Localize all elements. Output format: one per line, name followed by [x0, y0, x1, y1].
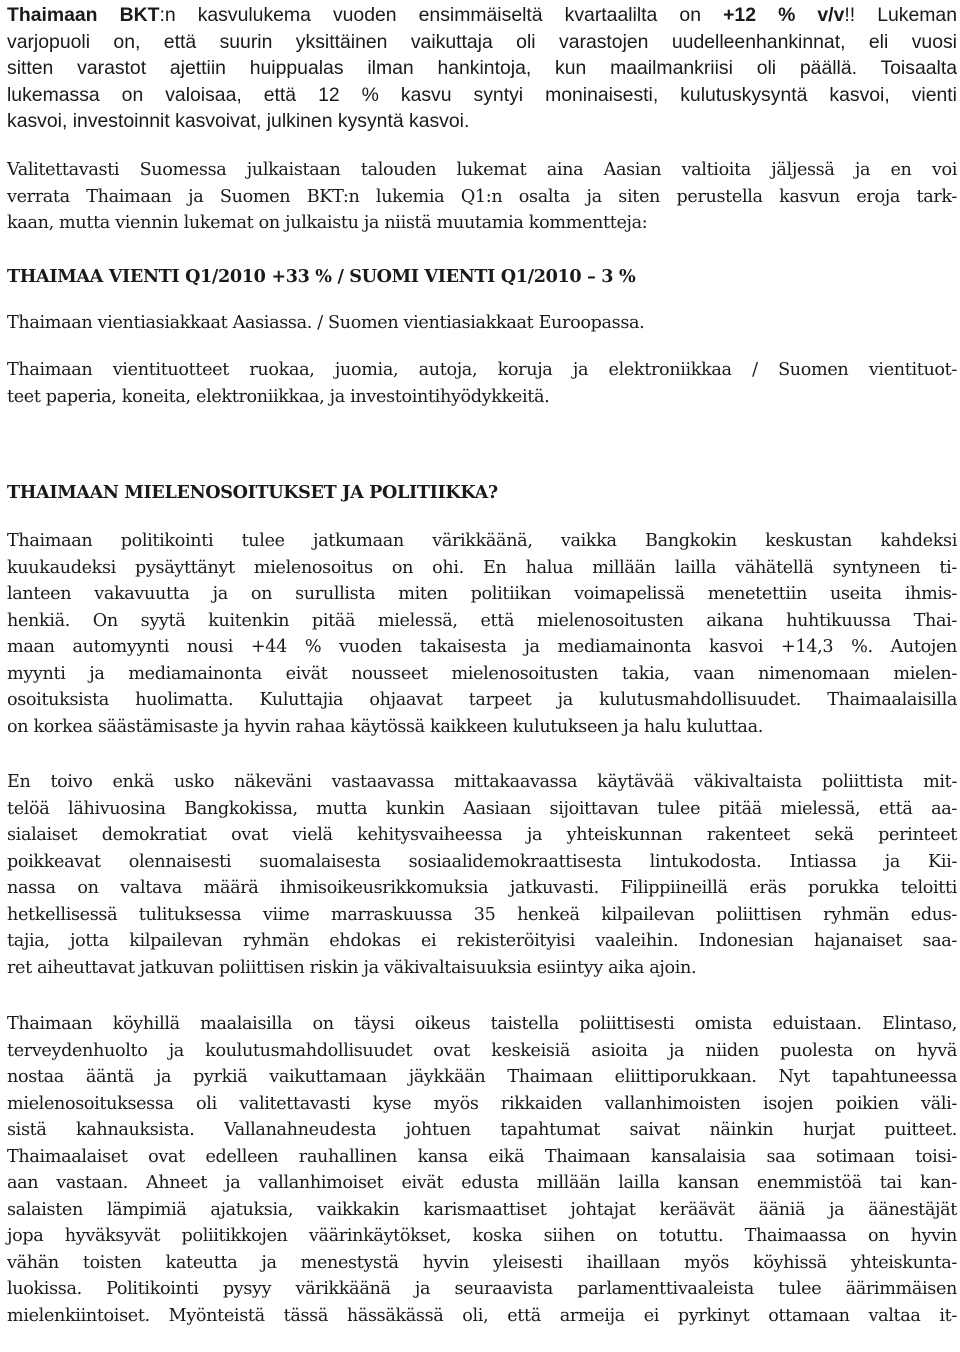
text-line: Thaimaan politikointi tulee jatkumaan värikkäänä, vaikka Bangkokin keskustan kahdeksi: [7, 531, 957, 551]
politics-paragraph-2: [7, 769, 957, 981]
text-line: mielenosoituksessa oli valitettavasti kyse myös rikkaiden vallanhimoisten isojen poikien väli-: [7, 1093, 957, 1114]
intro-lead-text: :n kasvulukema vuoden ensimmäiseltä kvartaalilta on: [159, 4, 724, 26]
text-line: salaisten lämpimiä ajatuksia, vaikkakin karismaattiset johtajat keräävät ääniä ja äänestäjät: [7, 1199, 957, 1220]
text-line: nassa on valtava määrä ihmisoikeusrikkomuksia jatkuvasti. Filippiineillä eräs porukka teloitti: [7, 878, 957, 898]
text-line: myynti ja mediamainonta eivät nousseet mielenosoitusten takia, vaan nimenomaan mielen-: [7, 663, 957, 684]
text-line: on korkea säästämisaste ja hyvin rahaa käytössä kaikkeen kulutukseen ja halu kuluttaa.: [7, 716, 763, 737]
intro-line: varjopuoli on, että suurin yksittäinen vaikuttaja oli varastojen uudelleenhankinnat, eli vuosi: [7, 30, 957, 53]
customers-text: Thaimaan vientiasiakkaat Aasiassa. / Suomen vientiasiakkaat Euroopassa.: [7, 313, 645, 333]
intro-line: [7, 2, 957, 29]
text-line: hetkellisessä tulituksessa viime marraskuussa 35 henkeä kilpailevan poliittisen ryhmän edus-: [7, 904, 957, 925]
text-line: teet paperia, koneita, elektroniikkaa, ja investointihyödykkeitä.: [7, 386, 550, 407]
export-paragraph: [7, 157, 957, 237]
intro-line: sitten varastot ajettiin huippualas ilman hankintoja, kun maailmankriisi oli päällä. Toisaalta: [7, 57, 957, 80]
text-line: mielenkiintoiset. Myönteistä tässä hässäkässä oli, että armeija ei pyrkinyt ottamaan valtaa it-: [7, 1305, 957, 1326]
text-line: vähän toisten kateutta ja menestystä hyvin yleisesti ihaillaan myös köyhissä yhteiskunta-: [7, 1252, 957, 1273]
text-line: En toivo enkä usko näkeväni vastaavassa mittakaavassa käytävää väkivaltaista poliittista mit-: [7, 772, 957, 792]
text-line: henkiä. On syytä kuitenkin pitää mielessä, että mielenosoitusten aikana huhtikuussa Thai-: [7, 610, 957, 631]
text-line: aan vastaan. Ahneet ja vallanhimoiset eivät edusta millään lailla kansan enemmistöä tai kan-: [7, 1173, 957, 1193]
politics-heading-text: THAIMAAN MIELENOSOITUKSET JA POLITIIKKA?: [7, 482, 498, 503]
text-line: ret aiheuttavat jatkuvan poliittisen riskin ja väkivaltaisuuksia esiintyy aika ajoin.: [7, 957, 697, 978]
text-line: tajia, jotta kilpailevan ryhmän ehdokas ei rekisteröityisi vaaleihin. Indonesian hajanaiset saa-: [7, 931, 957, 951]
intro-line: lukemassa on valoisaa, että 12 % kasvu syntyi moninaisesti, kulutuskysyntä kasvoi, vienti: [7, 83, 957, 106]
text-line: nostaa ääntä ja pyrkiä vaikuttamaan jäykkään Thaimaan eliittiporukkaan. Nyt tapahtuneessa: [7, 1067, 957, 1087]
products-paragraph: [7, 357, 957, 410]
text-line: maan automyynti nousi +44 % vuoden takaisesta ja mediamainonta kasvoi +14,3 %. Autojen: [7, 637, 957, 657]
text-line: sialaiset demokratiat ovat vielä kehitysvaiheessa ja yhteiskunnan rakenteet sekä perinteet: [7, 825, 957, 845]
text-line: Thaimaan vientituotteet ruokaa, juomia, autoja, koruja ja elektroniikkaa / Suomen vientituot-: [7, 360, 957, 380]
text-line: poikkeavat olennaisesti suomalaisesta sosiaalidemokraattisesta lintukodosta. Intiassa ja Kii-: [7, 851, 957, 872]
text-line: lanteen vakavuutta ja on surullista miten politiikan voimapelissä menetettiin useita ihmis-: [7, 584, 957, 604]
text-line: kuukaudeksi pysäyttänyt mielenosoitus on ohi. En halua millään lailla vähätellä syntyneen ti-: [7, 557, 957, 578]
text-line: sistä kahnauksista. Vallanahneudesta johtuen tapahtumat saivat näinkin hurjat puitteet.: [7, 1120, 957, 1140]
text-line: Thaimaalaiset ovat edelleen rauhallinen kansa eikä Thaimaan kansalaisia saa sotimaan toisi-: [7, 1146, 957, 1167]
intro-line-tail: !! Lukeman: [844, 4, 957, 26]
growth-figure: +12 % v/v: [723, 4, 845, 26]
politics-paragraph-1: [7, 528, 957, 740]
customers-line: [7, 310, 957, 337]
text-line: verrata Thaimaan ja Suomen BKT:n lukemia Q1:n osalta ja siten perustella kasvun eroja tark-: [7, 186, 957, 207]
export-heading: [7, 264, 957, 291]
text-line: Valitettavasti Suomessa julkaistaan talouden lukemat aina Aasian valtioita jäljessä ja en voi: [7, 160, 957, 180]
text-line: jopa hyväksyvät poliitikkojen väärinkäytökset, koska siihen on totuttu. Thaimaassa on hyvin: [7, 1226, 957, 1246]
intro-paragraph: [7, 2, 957, 135]
export-heading-text: THAIMAA VIENTI Q1/2010 +33 % / SUOMI VIENTI Q1/2010 – 3 %: [7, 266, 636, 287]
intro-line: kasvoi, investoinnit kasvoivat, julkinen kysyntä kasvoi.: [7, 110, 470, 133]
politics-heading: [7, 480, 957, 507]
text-line: telöä lähivuosina Bangkokissa, mutta kunkin Aasiaan sijoittavan tulee pitää mielessä, että aa-: [7, 798, 957, 819]
text-line: kaan, mutta viennin lukemat on julkaistu ja niistä muutamia kommentteja:: [7, 213, 648, 233]
text-line: luokissa. Politikointi pysyy värikkäänä ja seuraavista parlamenttivaaleista tulee äärimmäisen: [7, 1279, 957, 1299]
text-line: terveydenhuolto ja koulutusmahdollisuudet ovat keskeisiä asioita ja niiden puolesta on hyvä: [7, 1040, 957, 1061]
text-line: osoituksista huolimatta. Kuluttajia ohjaavat tarpeet ja kulutusmahdollisuudet. Thaimaalaisilla: [7, 690, 957, 710]
politics-paragraph-3: [7, 1011, 957, 1329]
text-line: Thaimaan köyhillä maalaisilla on täysi oikeus taistella poliittisesti omista eduistaan. Elintaso,: [7, 1014, 957, 1034]
gdp-label: Thaimaan BKT: [7, 4, 160, 26]
